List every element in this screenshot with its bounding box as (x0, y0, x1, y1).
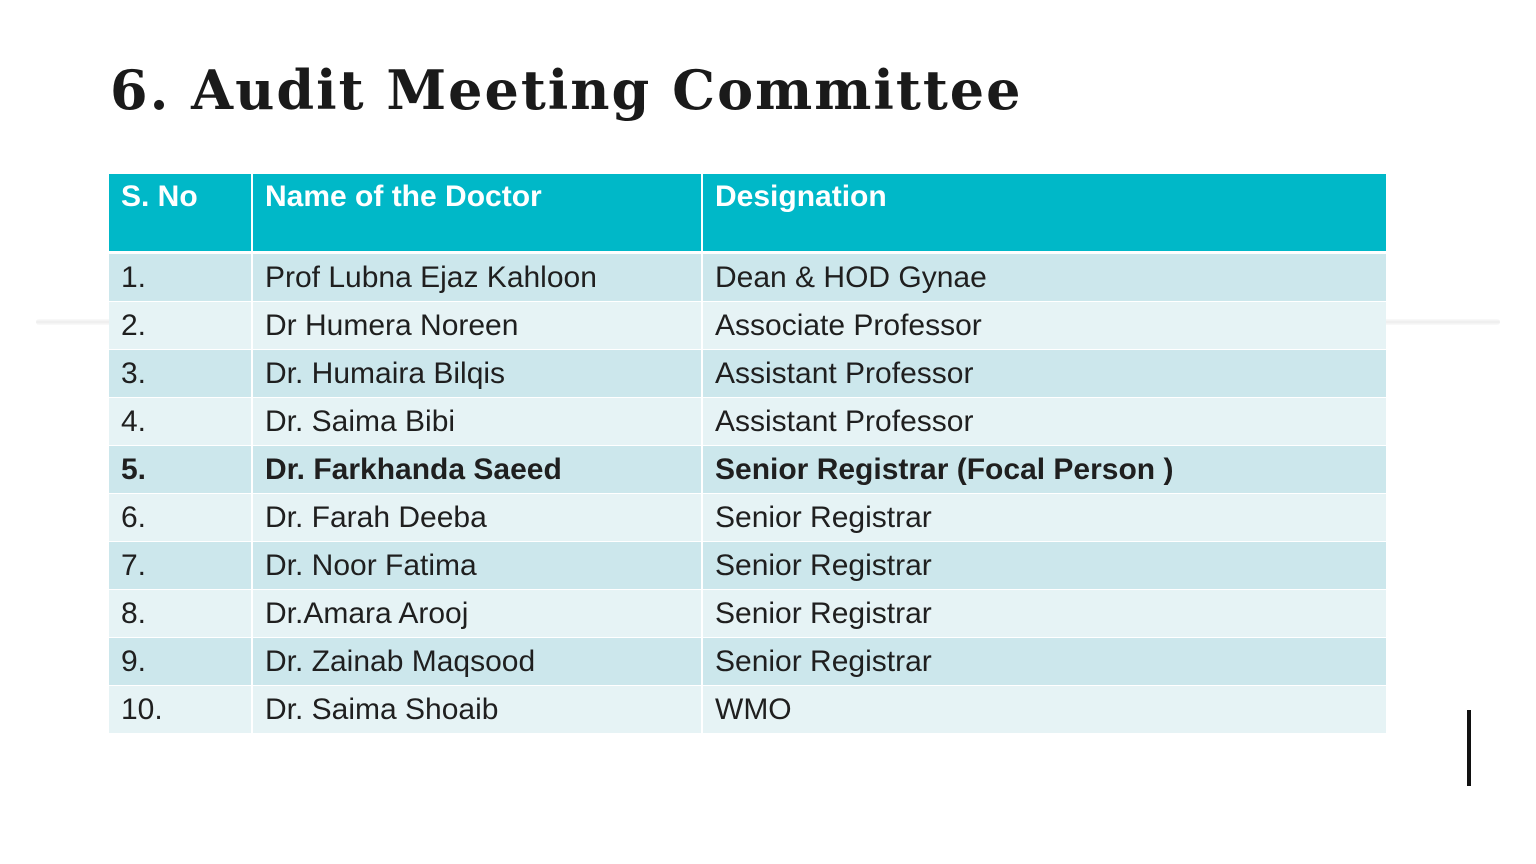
serial-number-cell: 5. (109, 446, 253, 494)
table-row (109, 398, 1386, 446)
text-cursor-bar (1467, 710, 1471, 786)
committee-table (109, 174, 1386, 734)
serial-number-cell: 3. (109, 350, 253, 398)
designation-cell: Senior Registrar (703, 494, 1386, 542)
table-row-focal-person (109, 446, 1386, 494)
table-row (109, 350, 1386, 398)
doctor-name-cell: Dr. Saima Shoaib (253, 686, 703, 734)
doctor-name-cell: Dr. Farah Deeba (253, 494, 703, 542)
designation-cell: Senior Registrar (703, 590, 1386, 638)
table-row (109, 686, 1386, 734)
doctor-name-cell: Dr. Zainab Maqsood (253, 638, 703, 686)
table-row (109, 638, 1386, 686)
table-row (109, 494, 1386, 542)
table-row (109, 254, 1386, 302)
header-serial-number: S. No (109, 174, 253, 254)
serial-number-cell: 7. (109, 542, 253, 590)
table-row (109, 590, 1386, 638)
table-row (109, 542, 1386, 590)
doctor-name-cell: Dr. Noor Fatima (253, 542, 703, 590)
serial-number-cell: 1. (109, 254, 253, 302)
designation-cell: Assistant Professor (703, 398, 1386, 446)
header-doctor-name: Name of the Doctor (253, 174, 703, 254)
designation-cell: Senior Registrar (Focal Person ) (703, 446, 1386, 494)
doctor-name-cell: Dr Humera Noreen (253, 302, 703, 350)
serial-number-cell: 4. (109, 398, 253, 446)
designation-cell: Senior Registrar (703, 638, 1386, 686)
table-header-row (109, 174, 1386, 254)
serial-number-cell: 9. (109, 638, 253, 686)
serial-number-cell: 6. (109, 494, 253, 542)
serial-number-cell: 8. (109, 590, 253, 638)
designation-cell: Dean & HOD Gynae (703, 254, 1386, 302)
doctor-name-cell: Dr. Farkhanda Saeed (253, 446, 703, 494)
doctor-name-cell: Prof Lubna Ejaz Kahloon (253, 254, 703, 302)
doctor-name-cell: Dr. Humaira Bilqis (253, 350, 703, 398)
table-row (109, 302, 1386, 350)
designation-cell: Associate Professor (703, 302, 1386, 350)
decorative-rule-left (36, 319, 116, 325)
serial-number-cell: 2. (109, 302, 253, 350)
slide-title: 6. Audit Meeting Committee (110, 58, 1023, 122)
serial-number-cell: 10. (109, 686, 253, 734)
designation-cell: Senior Registrar (703, 542, 1386, 590)
doctor-name-cell: Dr. Saima Bibi (253, 398, 703, 446)
designation-cell: Assistant Professor (703, 350, 1386, 398)
designation-cell: WMO (703, 686, 1386, 734)
header-designation: Designation (703, 174, 1386, 254)
doctor-name-cell: Dr.Amara Arooj (253, 590, 703, 638)
decorative-rule-right (1380, 319, 1500, 325)
